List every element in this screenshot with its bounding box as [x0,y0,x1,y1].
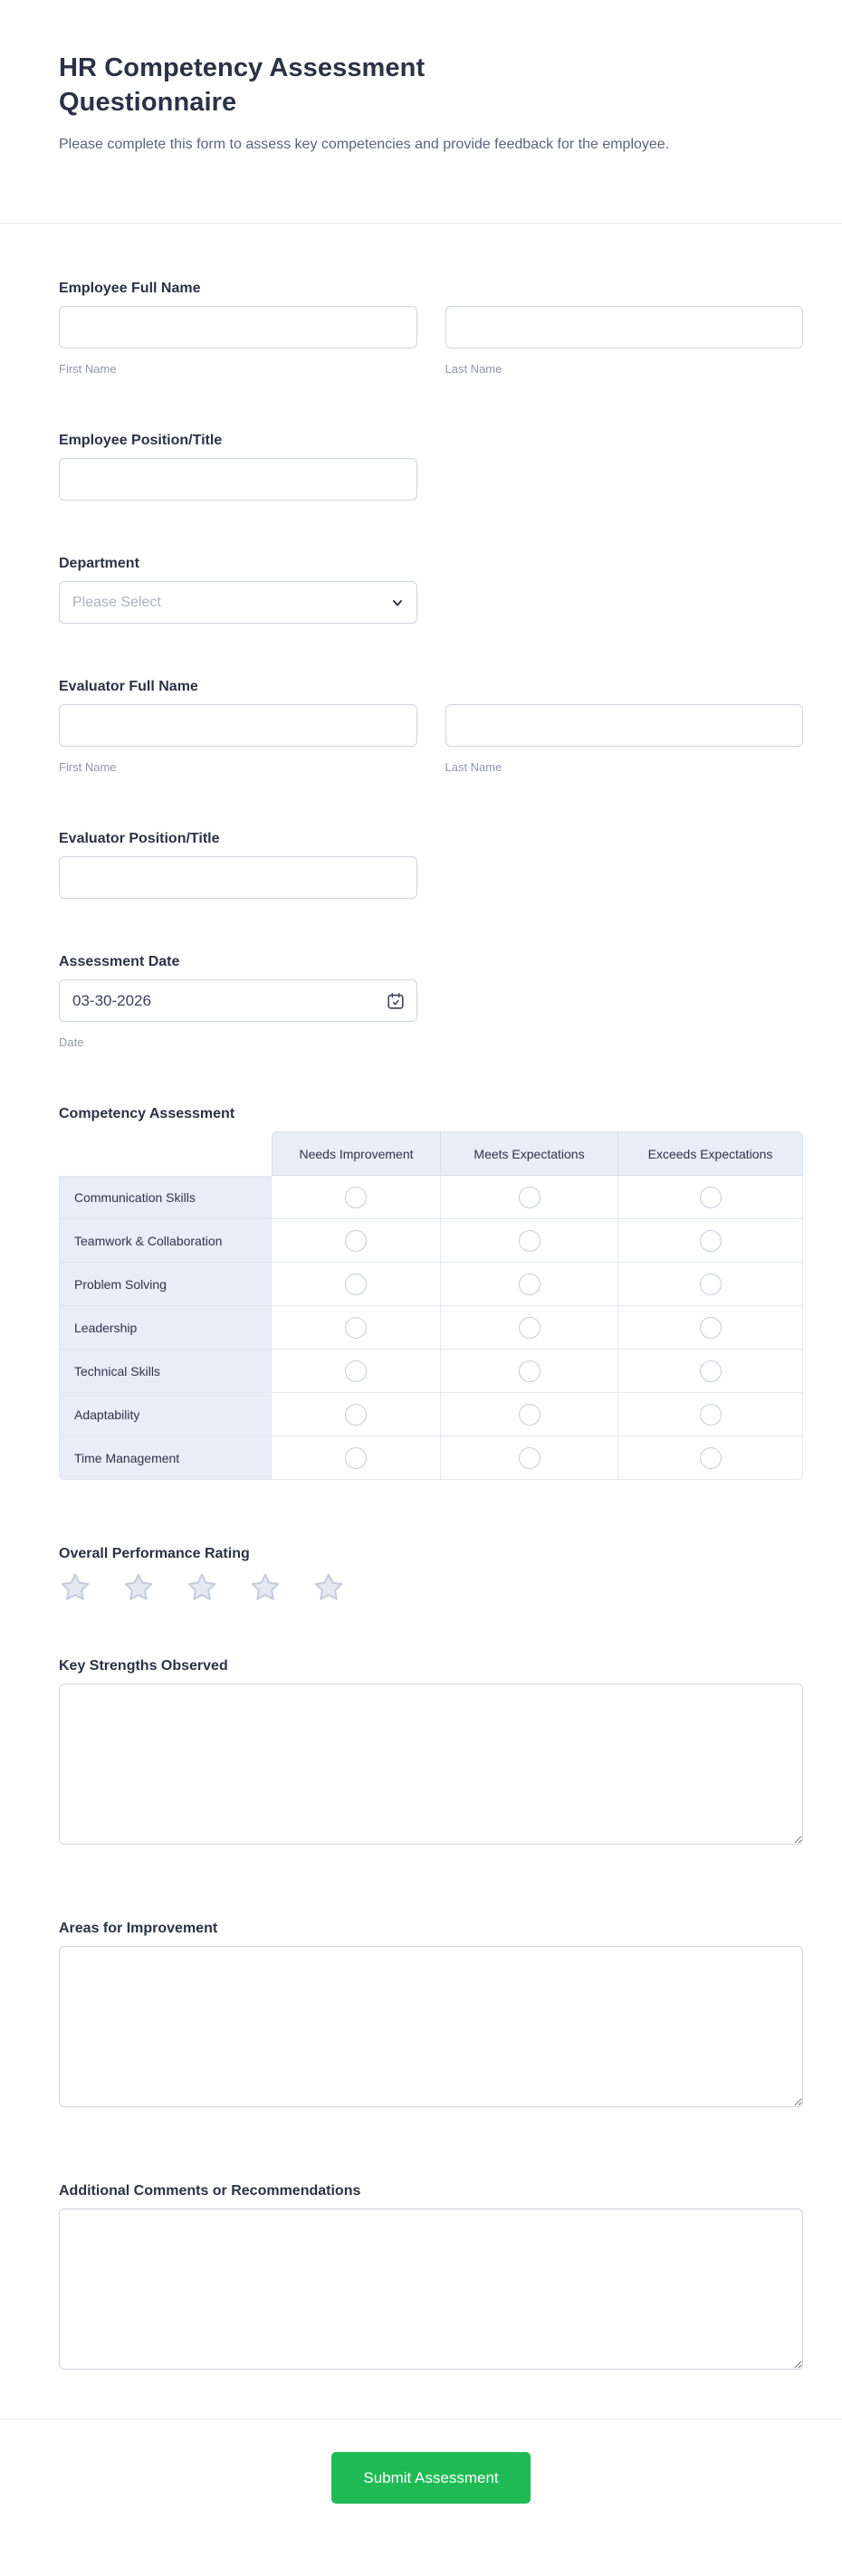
department-group [59,553,803,624]
matrix-cell [618,1306,803,1350]
matrix-column-header: Needs Improvement [272,1131,441,1176]
evaluator-last-name-sublabel: Last Name [445,760,502,775]
employee-position-group [59,430,803,501]
department-select[interactable] [59,581,417,624]
matrix-column-header: Meets Expectations [441,1131,618,1176]
page-subtitle: Please complete this form to assess key competencies and provide feedback for the employee. [59,136,670,152]
matrix-radio[interactable] [345,1187,367,1208]
comments-label: Additional Comments or Recommendations [59,2183,361,2199]
matrix-radio[interactable] [700,1447,722,1469]
matrix-cell [441,1219,618,1263]
matrix-cell [272,1350,441,1393]
matrix-row-label: Technical Skills [59,1350,272,1393]
improvement-label: Areas for Improvement [59,1921,218,1937]
matrix-radio[interactable] [519,1317,541,1339]
competency-assessment-label: Competency Assessment [59,1106,235,1122]
matrix-radio[interactable] [345,1360,367,1382]
matrix-radio[interactable] [700,1187,722,1208]
matrix-radio[interactable] [519,1230,541,1252]
matrix-radio[interactable] [700,1404,722,1426]
matrix-radio[interactable] [700,1230,722,1252]
matrix-radio[interactable] [345,1404,367,1426]
matrix-column-header: Exceeds Expectations [618,1131,803,1176]
matrix-radio[interactable] [700,1317,722,1339]
matrix-radio[interactable] [345,1447,367,1469]
star-icon[interactable] [312,1571,345,1604]
matrix-row-label: Adaptability [59,1393,272,1436]
assessment-date-label: Assessment Date [59,954,180,970]
matrix-cell [441,1176,618,1219]
evaluator-position-input[interactable] [59,856,417,899]
employee-first-name-sublabel: First Name [59,362,117,377]
matrix-cell [272,1176,441,1219]
evaluator-last-name-input[interactable] [445,704,804,747]
table-corner-cell [59,1131,272,1176]
employee-name-group [59,278,803,377]
matrix-radio[interactable] [519,1360,541,1382]
comments-textarea[interactable] [59,2209,803,2370]
matrix-cell [618,1263,803,1306]
matrix-row [59,1263,803,1306]
matrix-cell [272,1306,441,1350]
matrix-cell [618,1219,803,1263]
improvement-textarea[interactable] [59,1946,803,2107]
strengths-label: Key Strengths Observed [59,1658,228,1674]
form-footer [0,2419,842,2551]
employee-name-label: Employee Full Name [59,281,201,297]
matrix-row [59,1306,803,1350]
matrix-cell [272,1393,441,1436]
star-icon[interactable] [59,1571,91,1604]
matrix-row [59,1350,803,1393]
matrix-cell [618,1176,803,1219]
page-title: HR Competency Assessment Questionnaire [59,53,426,118]
star-icon[interactable] [249,1571,282,1604]
evaluator-position-label: Evaluator Position/Title [59,831,220,847]
matrix-cell [618,1350,803,1393]
evaluator-name-label: Evaluator Full Name [59,679,198,695]
submit-button[interactable]: Submit Assessment [331,2452,531,2504]
employee-first-name-input[interactable] [59,306,417,348]
evaluator-position-group [59,828,803,899]
competency-header-row [59,1131,803,1176]
matrix-radio[interactable] [700,1360,722,1382]
matrix-cell [272,1263,441,1306]
star-icon[interactable] [122,1571,155,1604]
matrix-radio[interactable] [519,1274,541,1295]
matrix-row [59,1176,803,1219]
competency-table [59,1131,803,1480]
matrix-cell [441,1393,618,1436]
matrix-radio[interactable] [519,1404,541,1426]
matrix-cell [441,1436,618,1480]
matrix-cell [618,1436,803,1480]
strengths-group [59,1655,803,1845]
matrix-radio[interactable] [345,1274,367,1295]
matrix-row-label: Communication Skills [59,1176,272,1219]
matrix-cell [441,1306,618,1350]
overall-rating-label: Overall Performance Rating [59,1546,250,1562]
matrix-radio[interactable] [345,1230,367,1252]
matrix-radio[interactable] [700,1274,722,1295]
competency-table-body [59,1176,803,1480]
calendar-icon[interactable] [386,991,406,1011]
star-rating [59,1571,803,1604]
star-icon[interactable] [186,1571,218,1604]
matrix-row-label: Problem Solving [59,1263,272,1306]
assessment-date-sublabel: Date [59,1035,84,1050]
employee-last-name-input[interactable] [445,306,804,348]
competency-assessment-group [59,1103,803,1480]
matrix-cell [441,1263,618,1306]
matrix-cell [272,1219,441,1263]
matrix-row-label: Leadership [59,1306,272,1350]
department-label: Department [59,556,139,572]
matrix-row-label: Time Management [59,1436,272,1480]
overall-rating-group [59,1543,803,1604]
matrix-radio[interactable] [519,1187,541,1208]
evaluator-first-name-sublabel: First Name [59,760,117,775]
improvement-group [59,1918,803,2107]
matrix-row [59,1219,803,1263]
matrix-cell [618,1393,803,1436]
matrix-row [59,1436,803,1480]
matrix-radio[interactable] [345,1317,367,1339]
strengths-textarea[interactable] [59,1684,803,1845]
evaluator-name-group [59,676,803,776]
matrix-row [59,1393,803,1436]
employee-last-name-sublabel: Last Name [445,362,502,377]
matrix-cell [441,1350,618,1393]
comments-group [59,2180,803,2370]
assessment-date-input[interactable] [59,979,417,1022]
matrix-cell [272,1436,441,1480]
form-body [0,224,842,2370]
evaluator-first-name-input[interactable] [59,704,417,747]
matrix-row-label: Teamwork & Collaboration [59,1219,272,1263]
assessment-date-group [59,951,803,1051]
matrix-radio[interactable] [519,1447,541,1469]
employee-position-label: Employee Position/Title [59,433,223,449]
employee-position-input[interactable] [59,458,417,501]
form-header [0,0,842,156]
